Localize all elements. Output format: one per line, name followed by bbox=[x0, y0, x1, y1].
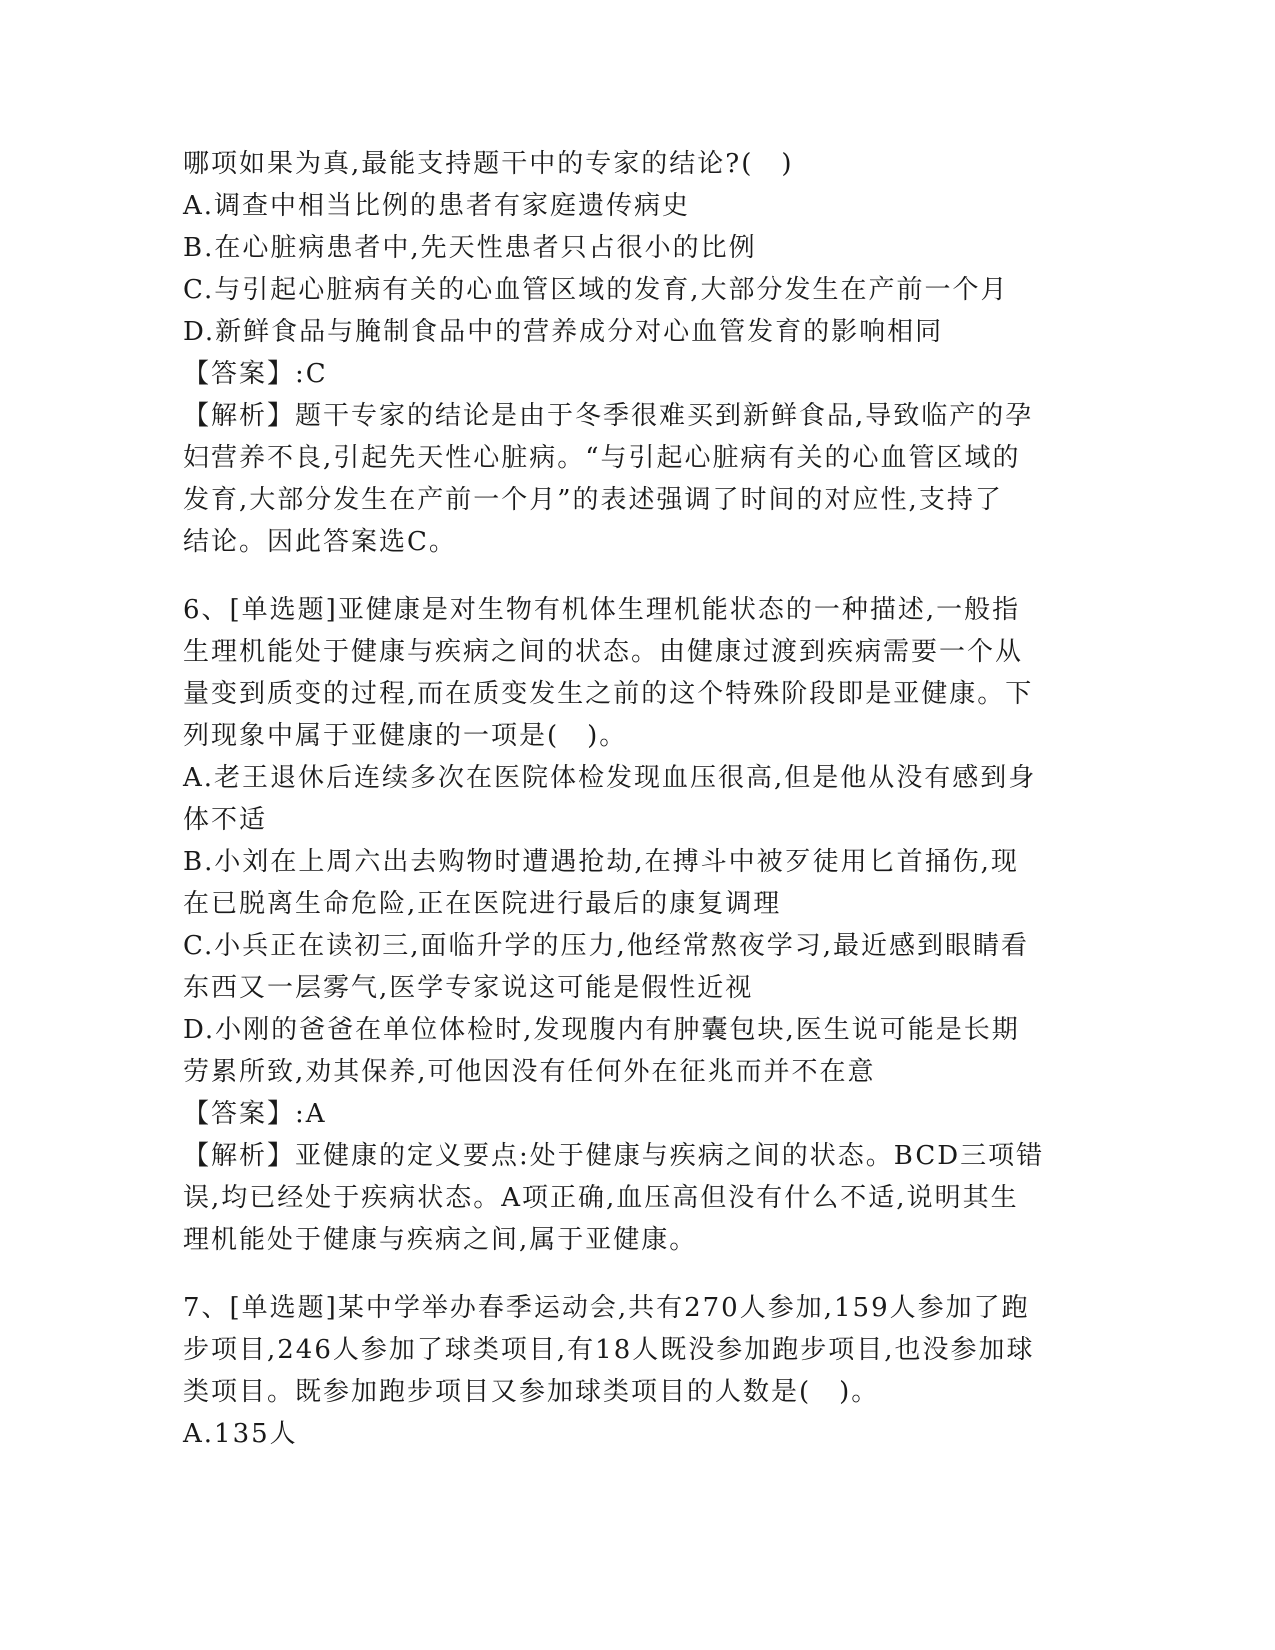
question-5-analysis-line: 结论。因此答案选C。 bbox=[183, 527, 457, 557]
question-7-option-a: A.135人 bbox=[183, 1419, 298, 1449]
question-5-analysis-line: 发育,大部分发生在产前一个月”的表述强调了时间的对应性,支持了 bbox=[183, 485, 1003, 515]
question-6-option-line: A.老王退休后连续多次在医院体检发现血压很高,但是他从没有感到身 bbox=[183, 763, 1037, 793]
question-6-option-line: 东西又一层雾气,医学专家说这可能是假性近视 bbox=[183, 973, 754, 1003]
question-6-analysis-line: 理机能处于健康与疾病之间,属于亚健康。 bbox=[183, 1225, 698, 1255]
question-6-option-line: D.小刚的爸爸在单位体检时,发现腹内有肿囊包块,医生说可能是长期 bbox=[183, 1015, 1020, 1045]
question-5-option-b: B.在心脏病患者中,先天性患者只占很小的比例 bbox=[183, 233, 757, 263]
question-6-analysis-line: 误,均已经处于疾病状态。A项正确,血压高但没有什么不适,说明其生 bbox=[183, 1183, 1019, 1213]
question-5-analysis-line: 【解析】题干专家的结论是由于冬季很难买到新鲜食品,导致临产的孕 bbox=[183, 401, 1034, 431]
document-page bbox=[183, 143, 1063, 1455]
question-5-option-a: A.调查中相当比例的患者有家庭遗传病史 bbox=[183, 191, 691, 221]
question-6-stem-line: 量变到质变的过程,而在质变发生之前的这个特殊阶段即是亚健康。下 bbox=[183, 679, 1034, 709]
question-6-answer: 【答案】:A bbox=[183, 1099, 327, 1129]
question-6-stem-line: 6、[单选题]亚健康是对生物有机体生理机能状态的一种描述,一般指 bbox=[183, 595, 1021, 625]
paragraph-gap bbox=[183, 1261, 1063, 1287]
question-5-answer: 【答案】:C bbox=[183, 359, 328, 389]
question-6-option-line: C.小兵正在读初三,面临升学的压力,他经常熬夜学习,最近感到眼睛看 bbox=[183, 931, 1030, 961]
question-5-stem: 哪项如果为真,最能支持题干中的专家的结论?( ) bbox=[183, 149, 794, 179]
question-6-option-line: B.小刘在上周六出去购物时遭遇抢劫,在搏斗中被歹徒用匕首捅伤,现 bbox=[183, 847, 1019, 877]
question-6-stem-line: 生理机能处于健康与疾病之间的状态。由健康过渡到疾病需要一个从 bbox=[183, 637, 1024, 667]
question-6-option-line: 体不适 bbox=[183, 805, 268, 835]
question-5-analysis-line: 妇营养不良,引起先天性心脏病。“与引起心脏病有关的心血管区域的 bbox=[183, 443, 1021, 473]
question-5-option-c: C.与引起心脏病有关的心血管区域的发育,大部分发生在产前一个月 bbox=[183, 275, 1009, 305]
question-6-stem-line: 列现象中属于亚健康的一项是( )。 bbox=[183, 721, 628, 751]
question-7-stem-line: 类项目。既参加跑步项目又参加球类项目的人数是( )。 bbox=[183, 1377, 880, 1407]
question-6-option-line: 在已脱离生命危险,正在医院进行最后的康复调理 bbox=[183, 889, 782, 919]
question-5-option-d: D.新鲜食品与腌制食品中的营养成分对心血管发育的影响相同 bbox=[183, 317, 944, 347]
question-7-stem-line: 7、[单选题]某中学举办春季运动会,共有270人参加,159人参加了跑 bbox=[183, 1293, 1030, 1323]
paragraph-gap bbox=[183, 563, 1063, 589]
question-6-analysis-line: 【解析】亚健康的定义要点:处于健康与疾病之间的状态。BCD三项错 bbox=[183, 1141, 1045, 1171]
question-7-stem-line: 步项目,246人参加了球类项目,有18人既没参加跑步项目,也没参加球 bbox=[183, 1335, 1035, 1365]
question-6-option-line: 劳累所致,劝其保养,可他因没有任何外在征兆而并不在意 bbox=[183, 1057, 876, 1087]
